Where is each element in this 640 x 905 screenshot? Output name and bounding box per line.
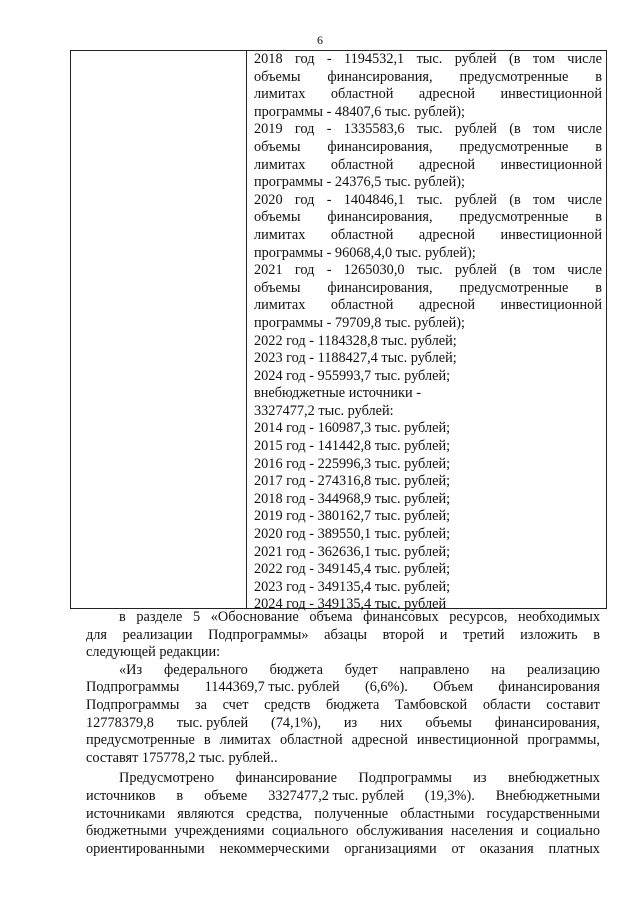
- body-word: «Из: [119, 661, 143, 678]
- table-word: (в: [509, 121, 521, 138]
- table-word: инвестиционной: [500, 297, 602, 314]
- body-word: социально: [536, 823, 600, 840]
- table-word: программы - 79709,8 тыс. рублей);: [254, 314, 466, 331]
- body-word: них: [380, 714, 403, 731]
- table-word: в: [595, 138, 602, 155]
- table-line: [254, 139, 602, 157]
- table-word: адресной: [418, 86, 476, 103]
- table-word: 1265030,0: [343, 262, 405, 279]
- table-word: предусмотренные: [459, 279, 569, 296]
- body-word: и: [520, 823, 529, 840]
- table-word: в: [595, 209, 602, 226]
- body-word: Тамбовской: [394, 696, 468, 713]
- body-word: внебюджетных: [508, 770, 600, 787]
- table-line: [254, 544, 602, 562]
- body-word: Подпрограммы: [86, 696, 180, 713]
- table-word: -: [326, 191, 332, 208]
- body-word: ориентированными: [86, 840, 205, 857]
- body-word: тыс. рублей: [176, 714, 249, 731]
- body-word: (19,3%).: [424, 787, 475, 804]
- table-word: тыс.: [416, 262, 443, 279]
- table-line: [254, 403, 602, 421]
- table-line: [254, 579, 602, 597]
- table-line: [254, 262, 602, 280]
- table-line: [254, 192, 602, 210]
- table-word: объемы: [254, 279, 301, 296]
- table-word: 2022 год - 1184328,8 тыс. рублей;: [254, 332, 457, 349]
- table-word: лимитах: [254, 297, 306, 314]
- body-line: [119, 609, 600, 627]
- body-line: [86, 823, 600, 841]
- table-word: областной: [330, 226, 394, 243]
- body-line: [119, 770, 600, 788]
- body-word: Подпрограммы»: [208, 626, 309, 643]
- table-word: 1404846,1: [343, 191, 405, 208]
- body-line: [86, 750, 600, 768]
- table-line: [254, 280, 602, 298]
- table-line: [254, 438, 602, 456]
- table-word: областной: [330, 156, 394, 173]
- table-word: числе: [567, 262, 602, 279]
- table-line: [254, 368, 602, 386]
- table-line: [254, 456, 602, 474]
- table-word: рублей: [454, 191, 497, 208]
- body-word: финансирования: [498, 679, 600, 696]
- table-word: том: [532, 51, 555, 67]
- body-word: адресной: [351, 732, 408, 749]
- body-word: инвестиционной: [416, 732, 519, 749]
- table-word: областной: [330, 86, 394, 103]
- table-line: [254, 473, 602, 491]
- table-word: 2018 год - 344968,9 тыс. рублей;: [254, 490, 451, 507]
- table-word: финансирования,: [327, 138, 433, 155]
- table-line: [254, 245, 602, 263]
- body-word: реализации: [122, 626, 193, 643]
- body-word: (74,1%),: [271, 714, 322, 731]
- body-word: полученные: [314, 805, 389, 822]
- body-word: являются: [177, 805, 234, 822]
- table-line: [254, 561, 602, 579]
- table-word: рублей: [454, 121, 497, 138]
- body-word: 5: [193, 609, 201, 625]
- table-line: [254, 227, 602, 245]
- table-word: 2023 год - 349135,4 тыс. рублей;: [254, 578, 451, 595]
- body-line: [86, 697, 600, 715]
- body-word: некоммерческими: [219, 840, 330, 857]
- body-word: третий: [463, 626, 505, 643]
- table-word: том: [533, 262, 555, 279]
- body-line: [86, 841, 600, 859]
- table-word: программы - 24376,5 тыс. рублей);: [254, 174, 466, 191]
- body-word: областной: [280, 732, 343, 749]
- body-word: организациями: [344, 840, 437, 857]
- table-word: 2020: [254, 191, 283, 208]
- table-line: [254, 333, 602, 351]
- body-word: оказания: [479, 840, 534, 857]
- table-line: [254, 104, 602, 122]
- table-word: 2016 год - 225996,3 тыс. рублей;: [254, 455, 451, 472]
- table-word: инвестиционной: [500, 86, 602, 103]
- table-word: лимитах: [254, 226, 306, 243]
- body-word: «Обоснование: [210, 609, 299, 625]
- body-word: учреждениями: [174, 823, 265, 840]
- body-word: ресурсов,: [449, 609, 508, 625]
- table-line: [254, 526, 602, 544]
- body-word: финансирование: [235, 770, 337, 787]
- funding-values-cell: [254, 51, 602, 614]
- table-word: 2020 год - 389550,1 тыс. рублей;: [254, 526, 451, 543]
- table-word: адресной: [418, 156, 476, 173]
- body-word: бюджета: [326, 696, 380, 713]
- table-word: инвестиционной: [500, 156, 602, 173]
- body-word: средств: [264, 696, 311, 713]
- table-word: том: [533, 191, 555, 208]
- body-word: в: [119, 609, 126, 625]
- body-word: из: [343, 714, 358, 731]
- table-word: адресной: [418, 297, 476, 314]
- body-word: федерального: [163, 661, 248, 678]
- body-word: населения: [451, 823, 514, 840]
- table-word: год: [294, 121, 315, 138]
- body-line: [86, 788, 600, 806]
- table-word: предусмотренные: [459, 209, 569, 226]
- table-word: том: [533, 121, 555, 138]
- body-word: средства,: [246, 805, 303, 822]
- body-word: и: [439, 626, 448, 643]
- table-word: -: [326, 121, 332, 138]
- table-word: 1194532,1: [343, 51, 405, 67]
- table-word: -: [326, 262, 332, 279]
- body-word: абзацы: [324, 626, 368, 643]
- body-word: финансирования,: [494, 714, 600, 731]
- body-word: на: [491, 661, 506, 678]
- table-word: в: [595, 279, 602, 296]
- body-line: [86, 679, 600, 697]
- table-word: лимитах: [254, 156, 306, 173]
- table-line: [254, 121, 602, 139]
- body-word: разделе: [136, 609, 183, 625]
- table-word: (в: [509, 262, 521, 279]
- table-word: внебюджетные источники -: [254, 385, 421, 402]
- body-word: от: [451, 840, 465, 857]
- table-word: предусмотренные: [459, 138, 569, 155]
- table-word: 3327477,2 тыс. рублей:: [254, 402, 394, 419]
- body-word: составит: [546, 696, 600, 713]
- body-line: [86, 644, 600, 662]
- body-word: 12778379,8: [86, 714, 154, 731]
- table-word: тыс.: [416, 191, 443, 208]
- body-word: социального: [272, 823, 349, 840]
- body-word: источниками: [86, 805, 166, 822]
- table-word: программы - 96068,4,0 тыс. рублей);: [254, 244, 476, 261]
- table-line: [254, 174, 602, 192]
- table-column-divider: [246, 51, 247, 608]
- table-word: 2019 год - 380162,7 тыс. рублей;: [254, 508, 451, 525]
- table-word: рублей: [454, 262, 497, 279]
- table-word: год: [294, 51, 315, 67]
- body-word: обслуживания: [356, 823, 444, 840]
- body-word: объема: [309, 609, 353, 625]
- table-word: 2021: [254, 262, 283, 279]
- body-word: Внебюджетными: [495, 787, 600, 804]
- body-word: платных: [548, 840, 600, 857]
- body-word: области: [482, 696, 531, 713]
- page-number: 6: [317, 33, 323, 47]
- body-word: (6,6%).: [364, 679, 408, 696]
- body-word: объеме: [204, 787, 248, 804]
- body-word: 3327477,2 тыс. рублей: [268, 787, 404, 804]
- body-word: из: [473, 770, 487, 787]
- body-word: будет: [344, 661, 378, 678]
- table-word: год: [294, 262, 315, 279]
- table-line: [254, 297, 602, 315]
- table-word: рублей: [454, 51, 497, 67]
- body-word: областными: [400, 805, 475, 822]
- body-word: изложить: [520, 626, 578, 643]
- table-word: 2018: [254, 51, 283, 67]
- table-word: числе: [567, 121, 602, 138]
- body-line: [86, 732, 600, 750]
- body-word: в: [176, 787, 184, 804]
- body-line: [119, 662, 600, 680]
- table-word: в: [595, 68, 602, 85]
- body-word: счет: [222, 696, 249, 713]
- table-line: [254, 315, 602, 333]
- table-word: 2022 год - 349145,4 тыс. рублей;: [254, 561, 451, 578]
- table-word: тыс.: [416, 121, 443, 138]
- body-word: источников: [86, 787, 156, 804]
- table-line: [254, 385, 602, 403]
- table-line: [254, 69, 602, 87]
- funding-table: [70, 50, 607, 613]
- amendment-text: [86, 609, 600, 858]
- table-word: программы - 48407,6 тыс. рублей);: [254, 103, 466, 120]
- table-word: предусмотренные: [459, 68, 569, 85]
- body-word: Предусмотрено: [119, 770, 215, 787]
- table-word: финансирования,: [327, 68, 433, 85]
- table-line: [254, 86, 602, 104]
- table-word: лимитах: [254, 86, 306, 103]
- body-word: направлено: [399, 661, 470, 678]
- body-word: составят 175778,2 тыс. рублей..: [86, 749, 278, 766]
- body-word: Подпрограммы: [86, 679, 180, 696]
- table-word: финансирования,: [327, 209, 433, 226]
- body-word: Объем: [433, 679, 474, 696]
- table-line: [254, 157, 602, 175]
- body-word: объемы: [425, 714, 472, 731]
- body-word: для: [86, 626, 107, 643]
- body-line: [86, 627, 600, 645]
- body-word: 1144369,7 тыс. рублей: [204, 679, 340, 696]
- body-word: реализацию: [527, 661, 600, 678]
- body-word: финансовых: [363, 609, 439, 625]
- table-line: [254, 51, 602, 69]
- body-word: программы,: [527, 732, 600, 749]
- table-word: тыс.: [416, 51, 443, 67]
- body-word: Подпрограммы: [358, 770, 452, 787]
- table-word: числе: [567, 51, 602, 67]
- table-line: [254, 420, 602, 438]
- body-word: лимитах: [219, 732, 272, 749]
- body-word: бюджета: [269, 661, 323, 678]
- table-word: 2015 год - 141442,8 тыс. рублей;: [254, 438, 451, 455]
- table-word: 2017 год - 274316,8 тыс. рублей;: [254, 473, 451, 490]
- body-word: в: [593, 626, 600, 643]
- table-word: инвестиционной: [500, 226, 602, 243]
- table-word: 2024 год - 955993,7 тыс. рублей;: [254, 367, 451, 384]
- body-word: бюджетными: [86, 823, 167, 840]
- body-word: государственными: [486, 805, 600, 822]
- table-word: объемы: [254, 138, 301, 155]
- table-line: [254, 209, 602, 227]
- body-word: следующей редакции:: [86, 644, 221, 661]
- table-line: [254, 491, 602, 509]
- body-word: предусмотренные: [86, 732, 195, 749]
- table-line: [254, 508, 602, 526]
- table-word: 2024 год - 349135,4 тыс. рублей: [254, 596, 447, 613]
- body-word: в: [203, 732, 211, 749]
- table-word: адресной: [418, 226, 476, 243]
- body-line: [86, 715, 600, 733]
- table-word: 2019: [254, 121, 283, 138]
- table-line: [254, 350, 602, 368]
- table-word: объемы: [254, 68, 301, 85]
- body-word: за: [194, 696, 207, 713]
- table-word: (в: [509, 191, 521, 208]
- body-word: второй: [382, 626, 425, 643]
- body-word: необходимых: [518, 609, 600, 625]
- table-word: 2014 год - 160987,3 тыс. рублей;: [254, 420, 451, 437]
- table-word: год: [294, 191, 315, 208]
- body-line: [86, 806, 600, 824]
- table-word: (в: [509, 51, 521, 67]
- table-word: -: [326, 51, 332, 67]
- table-word: 1335583,6: [343, 121, 405, 138]
- table-word: финансирования,: [327, 279, 433, 296]
- table-word: 2023 год - 1188427,4 тыс. рублей;: [254, 350, 457, 367]
- table-word: объемы: [254, 209, 301, 226]
- table-word: 2021 год - 362636,1 тыс. рублей;: [254, 543, 451, 560]
- table-word: числе: [567, 191, 602, 208]
- table-word: областной: [330, 297, 394, 314]
